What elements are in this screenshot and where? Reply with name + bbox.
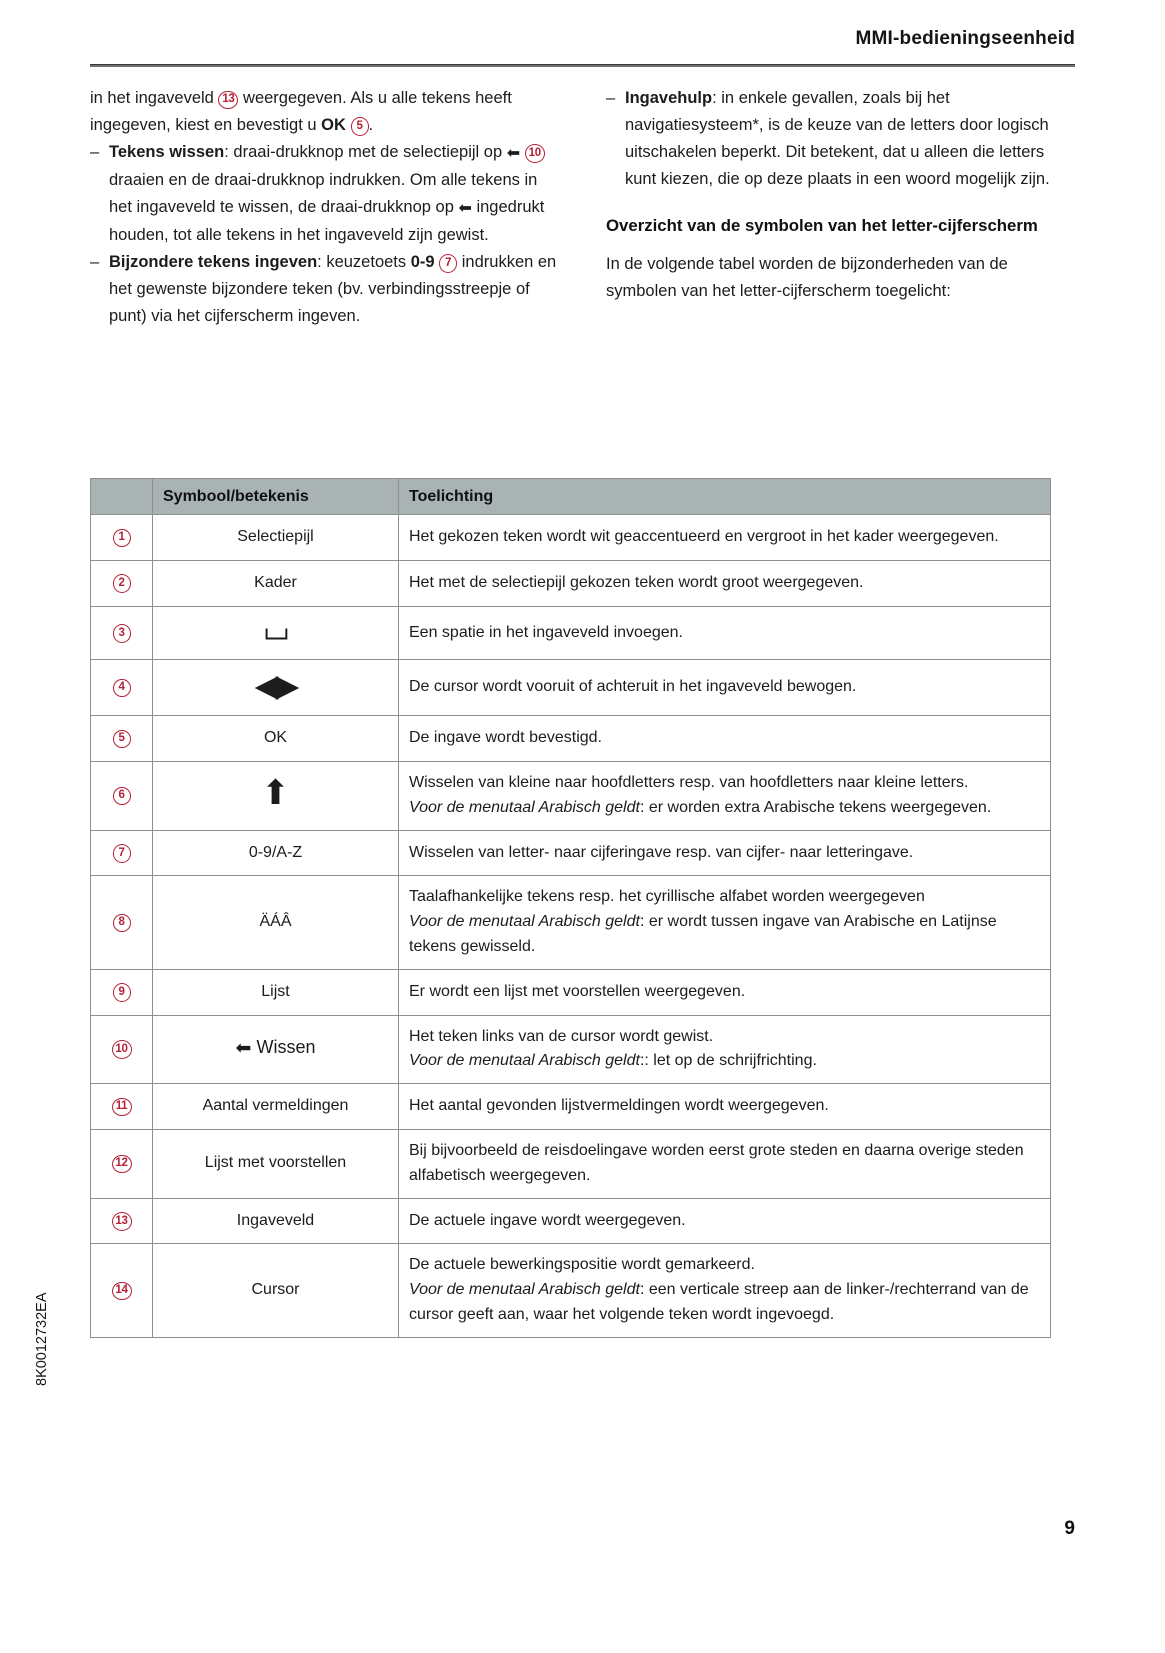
bullet-text-2: draaien en de draai-drukknop indrukken. Om alle tekens in het ingaveveld te wissen, de draai-drukknop op [109, 170, 538, 216]
symbol-label: Kader [254, 573, 297, 591]
table-row [91, 969, 1051, 1015]
bullet-dash: – [90, 142, 100, 161]
explanation-italic-note: Voor de menutaal Arabisch geldt [409, 798, 640, 816]
row-reference-number [91, 560, 153, 606]
explanation-text: De ingave wordt bevestigd. [409, 729, 602, 747]
symbols-table-wrapper [90, 478, 1050, 1338]
reference-2-icon: 2 [113, 574, 131, 593]
row-symbol [153, 1244, 399, 1337]
bullet-tekens-wissen [90, 139, 558, 249]
bullet-dash: – [90, 252, 100, 271]
table-row [91, 515, 1051, 561]
row-symbol [153, 1084, 399, 1130]
reference-12-icon: 12 [112, 1155, 132, 1174]
row-reference-number [91, 1244, 153, 1337]
left-right-arrows-icon: ◀▶ [254, 668, 297, 704]
table-row [91, 1129, 1051, 1198]
table-row [91, 560, 1051, 606]
explanation-line [409, 726, 1038, 751]
symbol-label: OK [263, 729, 288, 747]
symbol-label: 0-9/A-Z [248, 843, 303, 861]
row-reference-number [91, 660, 153, 716]
explanation-line [409, 1209, 1038, 1234]
row-symbol [153, 830, 399, 876]
row-symbol [153, 660, 399, 716]
reference-14-icon: 14 [112, 1282, 132, 1301]
page-header-title: MMI-bedieningseenheid [855, 28, 1075, 49]
symbol-label: Lijst met voorstellen [204, 1154, 347, 1172]
symbol-label: Ingaveveld [236, 1211, 315, 1229]
explanation-line [409, 796, 1038, 821]
table-body [91, 515, 1051, 1338]
left-column [90, 85, 558, 329]
ok-keyword: OK [321, 115, 346, 134]
row-symbol [153, 1198, 399, 1244]
row-reference-number [91, 830, 153, 876]
explanation-text: Het teken links van de cursor wordt gewist. [409, 1027, 714, 1045]
bullet-text: : in enkele gevallen, zoals bij het navigatiesysteem*, is de keuze van de letters door logisch uitschakelen beperkt. Dit betekent, dat u alleen die letters kunt kiezen, die op deze plaats in een woord mogelijk zijn. [625, 89, 1050, 188]
row-explanation [399, 716, 1051, 762]
space-bar-icon: ⌴ [264, 612, 287, 646]
explanation-text: Bij bijvoorbeeld de reisdoelingave worden eerst grote steden en daarna overige steden alfabetisch weergegeven. [409, 1141, 1024, 1184]
row-symbol [153, 515, 399, 561]
reference-3-icon: 3 [113, 624, 131, 643]
bullet-text-3: ingedrukt houden, tot alle tekens in het ingaveveld zijn gewist. [109, 197, 545, 244]
row-reference-number [91, 761, 153, 830]
symbol-label: Selectiepijl [237, 528, 314, 545]
symbol-label: ÄÁÂ [259, 913, 292, 931]
explanation-line [409, 1049, 1038, 1074]
table-row [91, 1084, 1051, 1130]
row-symbol [153, 1129, 399, 1198]
reference-10-icon: 10 [112, 1040, 132, 1059]
explanation-text: Wisselen van kleine naar hoofdletters resp. van hoofdletters naar kleine letters. [409, 773, 969, 791]
delete-label-group [236, 1038, 316, 1058]
explanation-line [409, 980, 1038, 1005]
left-arrow-icon-2: ⬅ [458, 199, 472, 217]
explanation-italic-note: Voor de menutaal Arabisch geldt [409, 913, 640, 931]
explanation-line [409, 1253, 1038, 1278]
explanation-text: :: let op de schrijfrichting. [639, 1052, 817, 1070]
table-row [91, 1015, 1051, 1084]
table-row [91, 830, 1051, 876]
explanation-text: : een verticale streep aan de linker-/rechterrand van de cursor geeft aan, waar het volgende teken wordt ingevoegd. [409, 1281, 1029, 1323]
keys-0-9-label: 0-9 [410, 252, 435, 271]
table-row [91, 716, 1051, 762]
reference-4-icon: 4 [113, 679, 131, 698]
row-reference-number [91, 606, 153, 660]
row-symbol [153, 1015, 399, 1084]
row-reference-number [91, 1084, 153, 1130]
explanation-text: Er wordt een lijst met voorstellen weergegeven. [409, 982, 746, 1000]
table-header-row [91, 479, 1051, 515]
explanation-line [409, 910, 1038, 960]
row-symbol [153, 761, 399, 830]
explanation-text: De actuele ingave wordt weergegeven. [409, 1211, 686, 1229]
bullet-bijzondere-tekens [90, 249, 558, 330]
explanation-line [409, 1278, 1038, 1328]
row-reference-number [91, 1129, 153, 1198]
explanation-italic-note: Voor de menutaal Arabisch geldt [409, 1281, 640, 1299]
reference-6-icon: 6 [113, 787, 131, 806]
explanation-line [409, 1025, 1038, 1050]
explanation-text: Het aantal gevonden lijstvermeldingen wordt weergegeven. [409, 1097, 829, 1115]
explanation-text: Taalafhankelijke tekens resp. het cyrillische alfabet worden weergegeven [409, 888, 925, 906]
reference-7-icon: 7 [439, 254, 457, 273]
row-symbol [153, 969, 399, 1015]
explanation-line [409, 771, 1038, 796]
row-explanation [399, 1084, 1051, 1130]
explanation-text: Wisselen van letter- naar cijferingave resp. van cijfer- naar letteringave. [409, 843, 914, 861]
row-explanation [399, 1015, 1051, 1084]
reference-13-icon: 13 [112, 1212, 132, 1231]
symbol-label: Aantal vermeldingen [202, 1097, 349, 1115]
reference-7-icon: 7 [113, 844, 131, 863]
row-explanation [399, 830, 1051, 876]
row-reference-number [91, 716, 153, 762]
explanation-text: Het gekozen teken wordt wit geaccentueerd en vergroot in het kader weergegeven. [409, 528, 999, 545]
section-subheading: Overzicht van de symbolen van het letter-cijferscherm [606, 215, 1038, 235]
document-code: 8K0012732EA [34, 1292, 50, 1386]
column-header-number [91, 479, 153, 515]
body-columns [90, 85, 1075, 329]
reference-8-icon: 8 [113, 914, 131, 933]
explanation-text: : er worden extra Arabische tekens weergegeven. [639, 798, 992, 816]
bullet-text-1: : keuzetoets [317, 252, 411, 271]
row-explanation [399, 606, 1051, 660]
bullet-text-1: : draai-drukknop met de selectiepijl op [224, 142, 507, 161]
bullet-lead-label: Bijzondere tekens ingeven [109, 252, 318, 271]
reference-5-icon: 5 [113, 730, 131, 749]
explanation-line [409, 1139, 1038, 1189]
bullet-dash: – [606, 89, 616, 107]
table-row [91, 1244, 1051, 1337]
row-reference-number [91, 876, 153, 969]
explanation-line [409, 525, 1038, 550]
explanation-text: : er wordt tussen ingave van Arabische en Latijnse tekens gewisseld. [409, 913, 997, 955]
left-arrow-icon: ⬅ [506, 144, 521, 162]
para-text-after: . [368, 115, 374, 134]
reference-1-icon: 1 [113, 529, 131, 548]
symbol-label: Cursor [251, 1281, 300, 1299]
table-row [91, 876, 1051, 969]
bullet-ingavehulp [606, 85, 1074, 193]
explanation-line [409, 885, 1038, 910]
row-explanation [399, 515, 1051, 561]
para-text-middle: weergegeven. Als u alle tekens heeft ingegeven, kiest en bevestigt u [90, 89, 512, 134]
explanation-line [409, 1094, 1038, 1119]
explanation-text: Het met de selectiepijl gekozen teken wordt groot weergegeven. [409, 573, 864, 591]
row-explanation [399, 1198, 1051, 1244]
row-reference-number [91, 1198, 153, 1244]
row-symbol [153, 876, 399, 969]
row-symbol [153, 606, 399, 660]
bullet-text-2: indrukken en het gewenste bijzondere teken (bv. verbindingsstreepje of punt) via het cijferscherm ingeven. [109, 252, 557, 325]
explanation-italic-note: Voor de menutaal Arabisch geldt [409, 1052, 640, 1070]
symbol-label: Lijst [261, 982, 290, 1000]
row-explanation [399, 660, 1051, 716]
section-intro-paragraph: In de volgende tabel worden de bijzonderheden van de symbolen van het letter-cijferscherm toegelicht: [606, 255, 1008, 301]
reference-13-icon: 13 [218, 91, 238, 110]
table-row [91, 606, 1051, 660]
page-number: 9 [1064, 1518, 1075, 1539]
reference-10-icon: 10 [525, 144, 545, 163]
reference-11-icon: 11 [112, 1098, 132, 1117]
reference-9-icon: 9 [113, 983, 131, 1002]
row-symbol [153, 716, 399, 762]
row-explanation [399, 560, 1051, 606]
row-explanation [399, 1129, 1051, 1198]
backspace-left-arrow-icon: ⬅ [235, 1037, 252, 1059]
header-rule [90, 64, 1075, 67]
explanation-line [409, 841, 1038, 866]
delete-label: Wissen [251, 1036, 316, 1057]
explanation-line [409, 571, 1038, 596]
continued-paragraph [90, 85, 558, 139]
row-reference-number [91, 969, 153, 1015]
column-header-symbol: Symbool/betekenis [153, 479, 399, 515]
explanation-text: De actuele bewerkingspositie wordt gemarkeerd. [409, 1256, 755, 1274]
explanation-line [409, 675, 1038, 700]
row-explanation [399, 969, 1051, 1015]
explanation-line [409, 621, 1038, 646]
column-header-explanation: Toelichting [399, 479, 1051, 515]
bullet-lead-label: Tekens wissen [109, 142, 225, 161]
para-text-before: in het ingaveveld [90, 89, 219, 107]
table-row [91, 1198, 1051, 1244]
row-explanation [399, 1244, 1051, 1337]
row-reference-number [91, 515, 153, 561]
table-row [91, 761, 1051, 830]
row-explanation [399, 761, 1051, 830]
table-row [91, 660, 1051, 716]
bullet-lead-label: Ingavehulp [625, 89, 713, 107]
right-column [606, 85, 1074, 329]
explanation-text: Een spatie in het ingaveveld invoegen. [409, 623, 683, 641]
symbols-table [90, 478, 1051, 1338]
explanation-text: De cursor wordt vooruit of achteruit in het ingaveveld bewogen. [409, 678, 857, 696]
row-symbol [153, 560, 399, 606]
row-reference-number [91, 1015, 153, 1084]
shift-up-arrow-icon: ⬆ [261, 774, 290, 813]
row-explanation [399, 876, 1051, 969]
reference-5-icon: 5 [351, 117, 369, 136]
